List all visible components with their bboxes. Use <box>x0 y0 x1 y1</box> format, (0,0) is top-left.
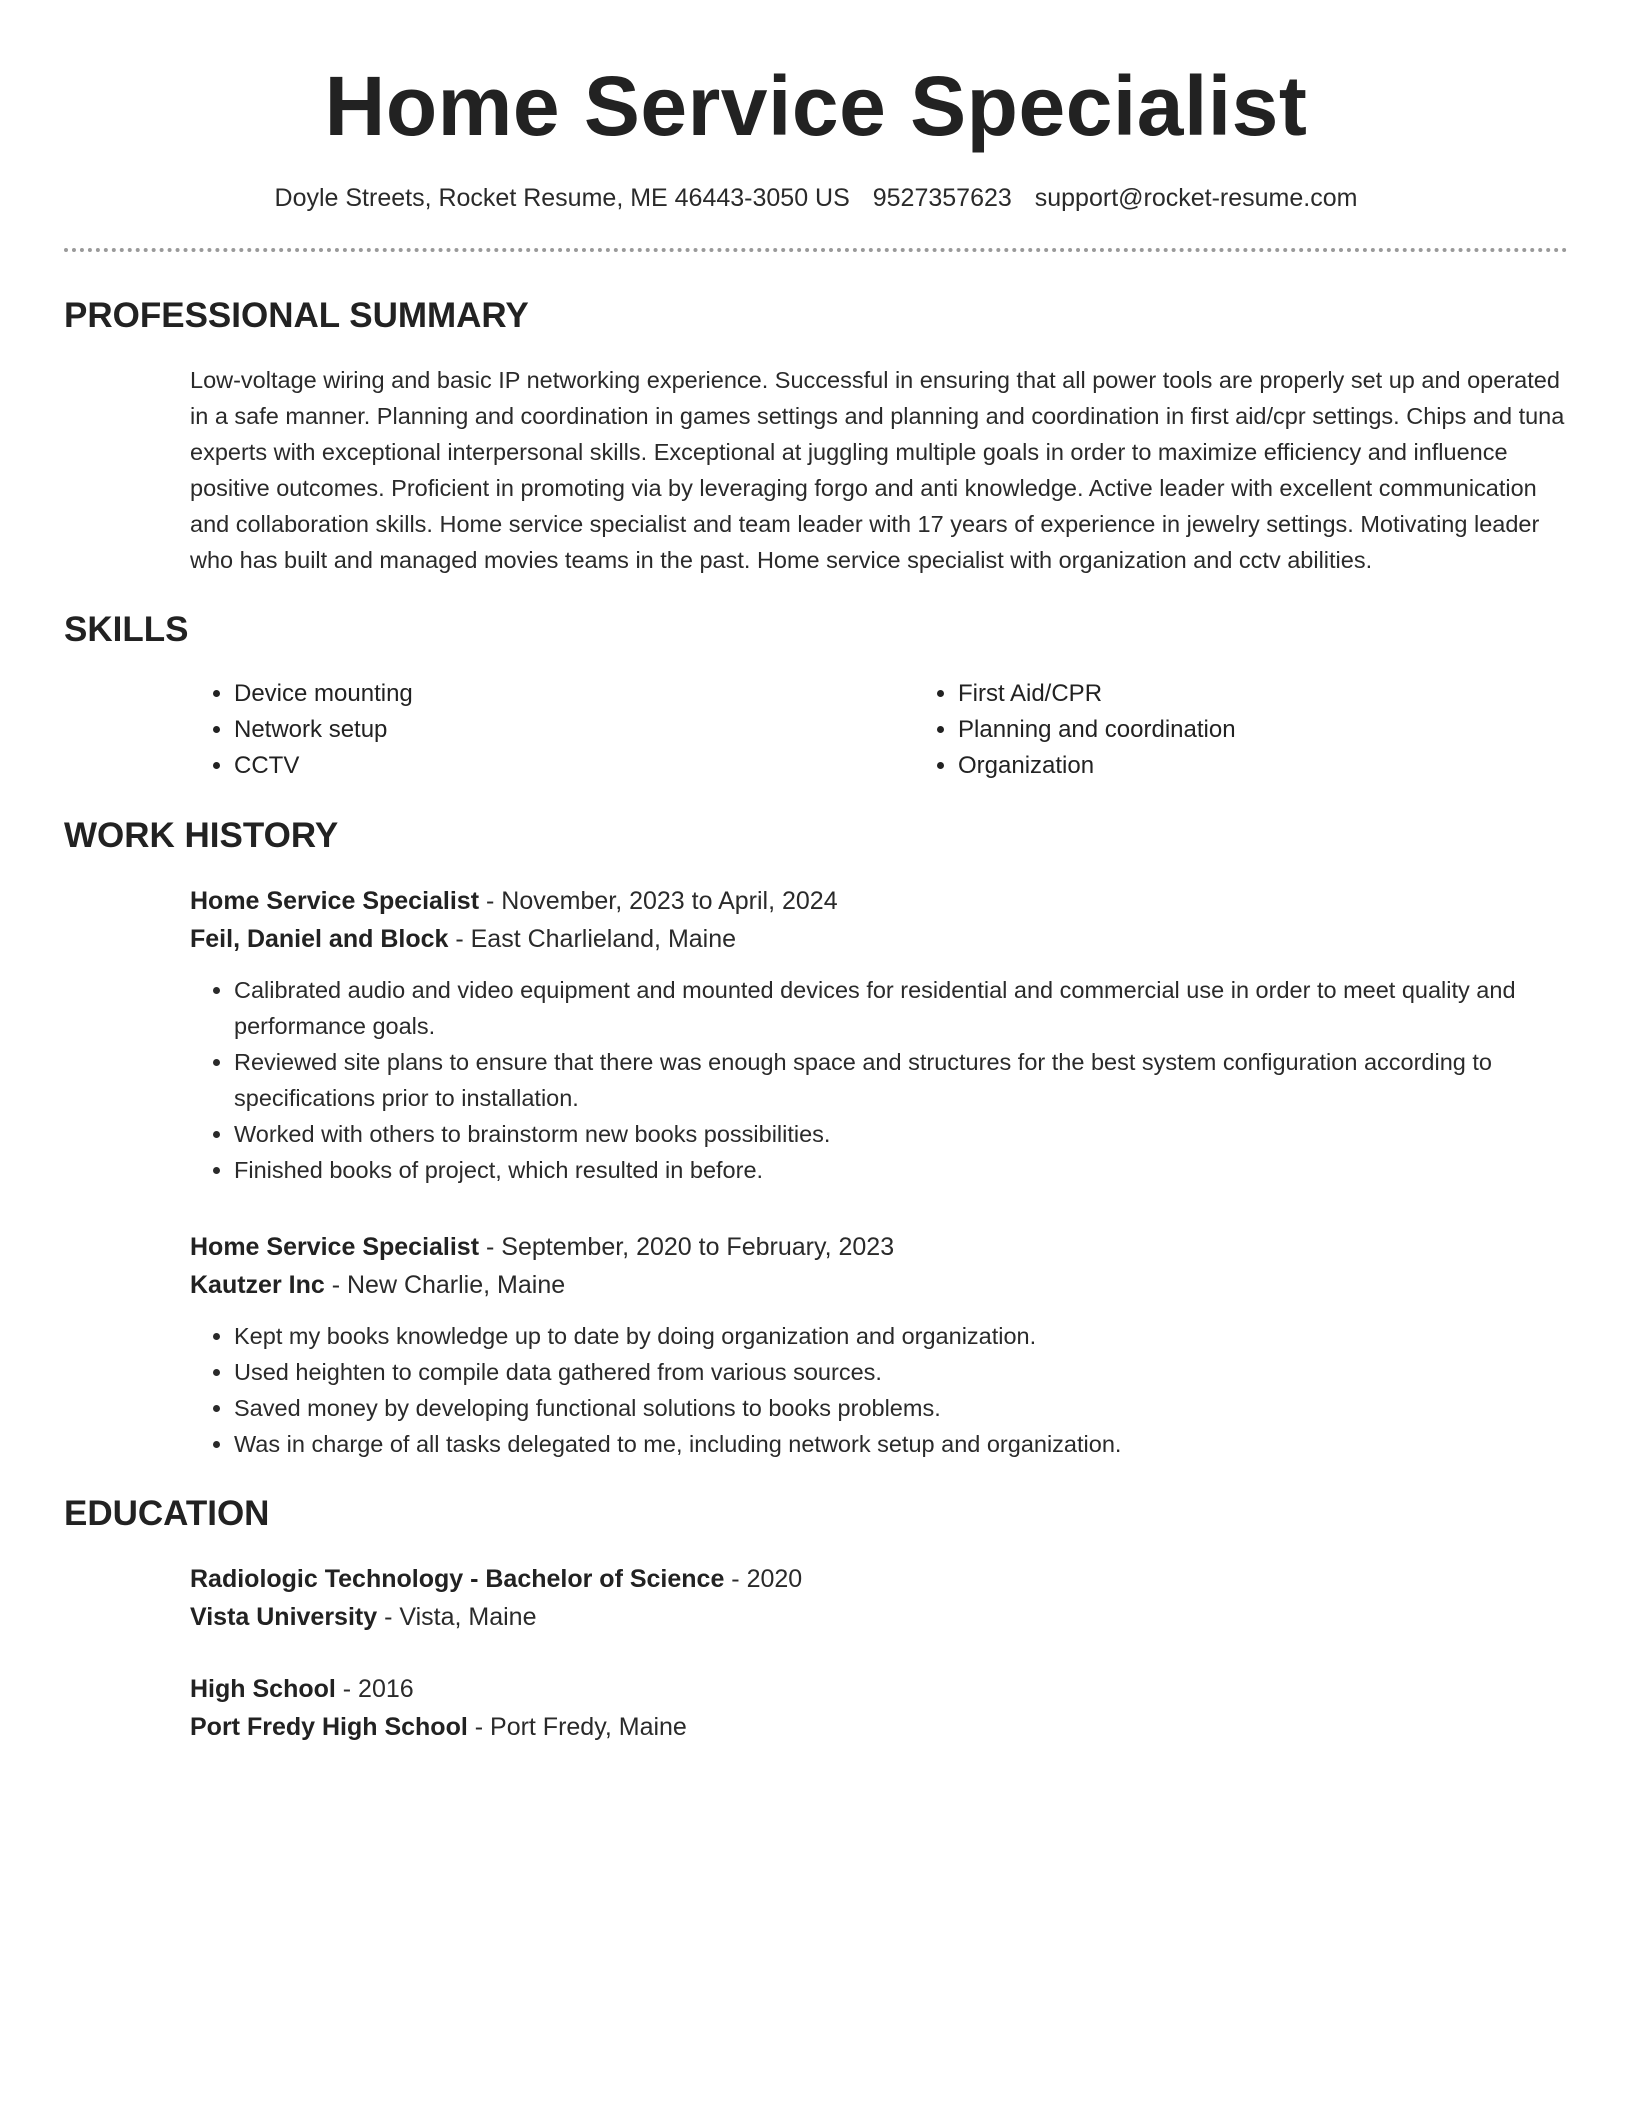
job-bullet: • Was in charge of all tasks delegated to me, including network setup and organization. <box>234 1426 1568 1462</box>
section-work-history <box>64 814 1568 1462</box>
skills-list <box>64 676 1568 784</box>
job-bullet: • Used heighten to compile data gathered from various sources. <box>234 1354 1568 1390</box>
job-dates: - September, 2020 to February, 2023 <box>479 1233 895 1261</box>
job-location: - New Charlie, Maine <box>324 1271 566 1299</box>
summary-text: Low-voltage wiring and basic IP networking experience. Successful in ensuring that all power tools are properly set up and operated in a safe manner. Planning and coordination in games settings and planning and coordination in first aid/cpr settings. Chips and tuna experts with exceptional interpersonal skills. Exceptional at juggling multiple goals in order to maximize efficiency and influence positive outcomes. Proficient in promoting via by leveraging forgo and anti knowledge. Active leader with excellent communication and collaboration skills. Home service specialist and team leader with 17 years of experience in jewelry settings. Motivating leader who has built and managed movies teams in the past. Home service specialist with organization and cctv abilities. <box>190 367 1565 573</box>
section-title-skills: SKILLS <box>64 610 189 649</box>
skills-column-left <box>190 676 914 784</box>
skill-item: • Device mounting <box>234 676 914 712</box>
job-role: Home Service Specialist <box>190 887 480 915</box>
section-title-summary: PROFESSIONAL SUMMARY <box>64 296 529 335</box>
job-bullet: • Kept my books knowledge up to date by doing organization and organization. <box>234 1318 1568 1354</box>
section-title-education: EDUCATION <box>64 1494 270 1533</box>
resume-header <box>64 0 1568 214</box>
job-role-line <box>190 1228 1568 1266</box>
skill-item: • Network setup <box>234 712 914 748</box>
contact-line <box>64 182 1568 214</box>
skill-item: • CCTV <box>234 748 914 784</box>
job-bullet: • Saved money by developing functional solutions to books problems. <box>234 1390 1568 1426</box>
education-degree-line <box>190 1560 1568 1598</box>
section-education <box>64 1492 1568 1746</box>
education-year: - 2016 <box>335 1675 414 1703</box>
skills-column-right <box>914 676 1568 784</box>
skill-item: • Organization <box>958 748 1568 784</box>
job-company: Feil, Daniel and Block <box>190 925 449 953</box>
candidate-title: Home Service Specialist <box>324 59 1308 153</box>
job-entry <box>64 882 1568 1188</box>
job-company-line <box>190 1266 1568 1304</box>
education-year: - 2020 <box>724 1565 803 1593</box>
job-bullet: • Calibrated audio and video equipment and mounted devices for residential and commercial use in order to meet quality and performance goals. <box>234 972 1568 1044</box>
education-school-line <box>190 1598 1568 1636</box>
education-school: Port Fredy High School <box>190 1713 468 1741</box>
job-dates: - November, 2023 to April, 2024 <box>479 887 838 915</box>
education-degree: High School <box>190 1675 336 1703</box>
job-bullet: • Finished books of project, which resulted in before. <box>234 1152 1568 1188</box>
section-professional-summary <box>64 294 1568 578</box>
job-company-line <box>190 920 1568 958</box>
section-title-work: WORK HISTORY <box>64 816 339 855</box>
job-role-line <box>190 882 1568 920</box>
skill-item: • First Aid/CPR <box>958 676 1568 712</box>
contact-address: Doyle Streets, Rocket Resume, ME 46443-3050 US <box>274 184 850 212</box>
header-divider <box>64 248 1568 252</box>
job-bullets <box>190 972 1568 1188</box>
job-location: - East Charlieland, Maine <box>448 925 737 953</box>
job-bullets <box>190 1318 1568 1462</box>
contact-phone: 9527357623 <box>872 184 1012 212</box>
job-role: Home Service Specialist <box>190 1233 480 1261</box>
skill-item: • Planning and coordination <box>958 712 1568 748</box>
job-bullet: • Worked with others to brainstorm new books possibilities. <box>234 1116 1568 1152</box>
job-bullet: • Reviewed site plans to ensure that there was enough space and structures for the best system configuration according to specifications prior to installation. <box>234 1044 1568 1116</box>
education-location: - Port Fredy, Maine <box>467 1713 687 1741</box>
education-school: Vista University <box>190 1603 378 1631</box>
education-entry <box>64 1670 1568 1746</box>
education-entry <box>64 1560 1568 1636</box>
job-company: Kautzer Inc <box>190 1271 325 1299</box>
job-entry <box>64 1228 1568 1462</box>
education-school-line <box>190 1708 1568 1746</box>
section-skills <box>64 608 1568 784</box>
education-location: - Vista, Maine <box>377 1603 537 1631</box>
education-degree-line <box>190 1670 1568 1708</box>
contact-email: support@rocket-resume.com <box>1034 184 1358 212</box>
education-degree: Radiologic Technology - Bachelor of Science <box>190 1565 725 1593</box>
